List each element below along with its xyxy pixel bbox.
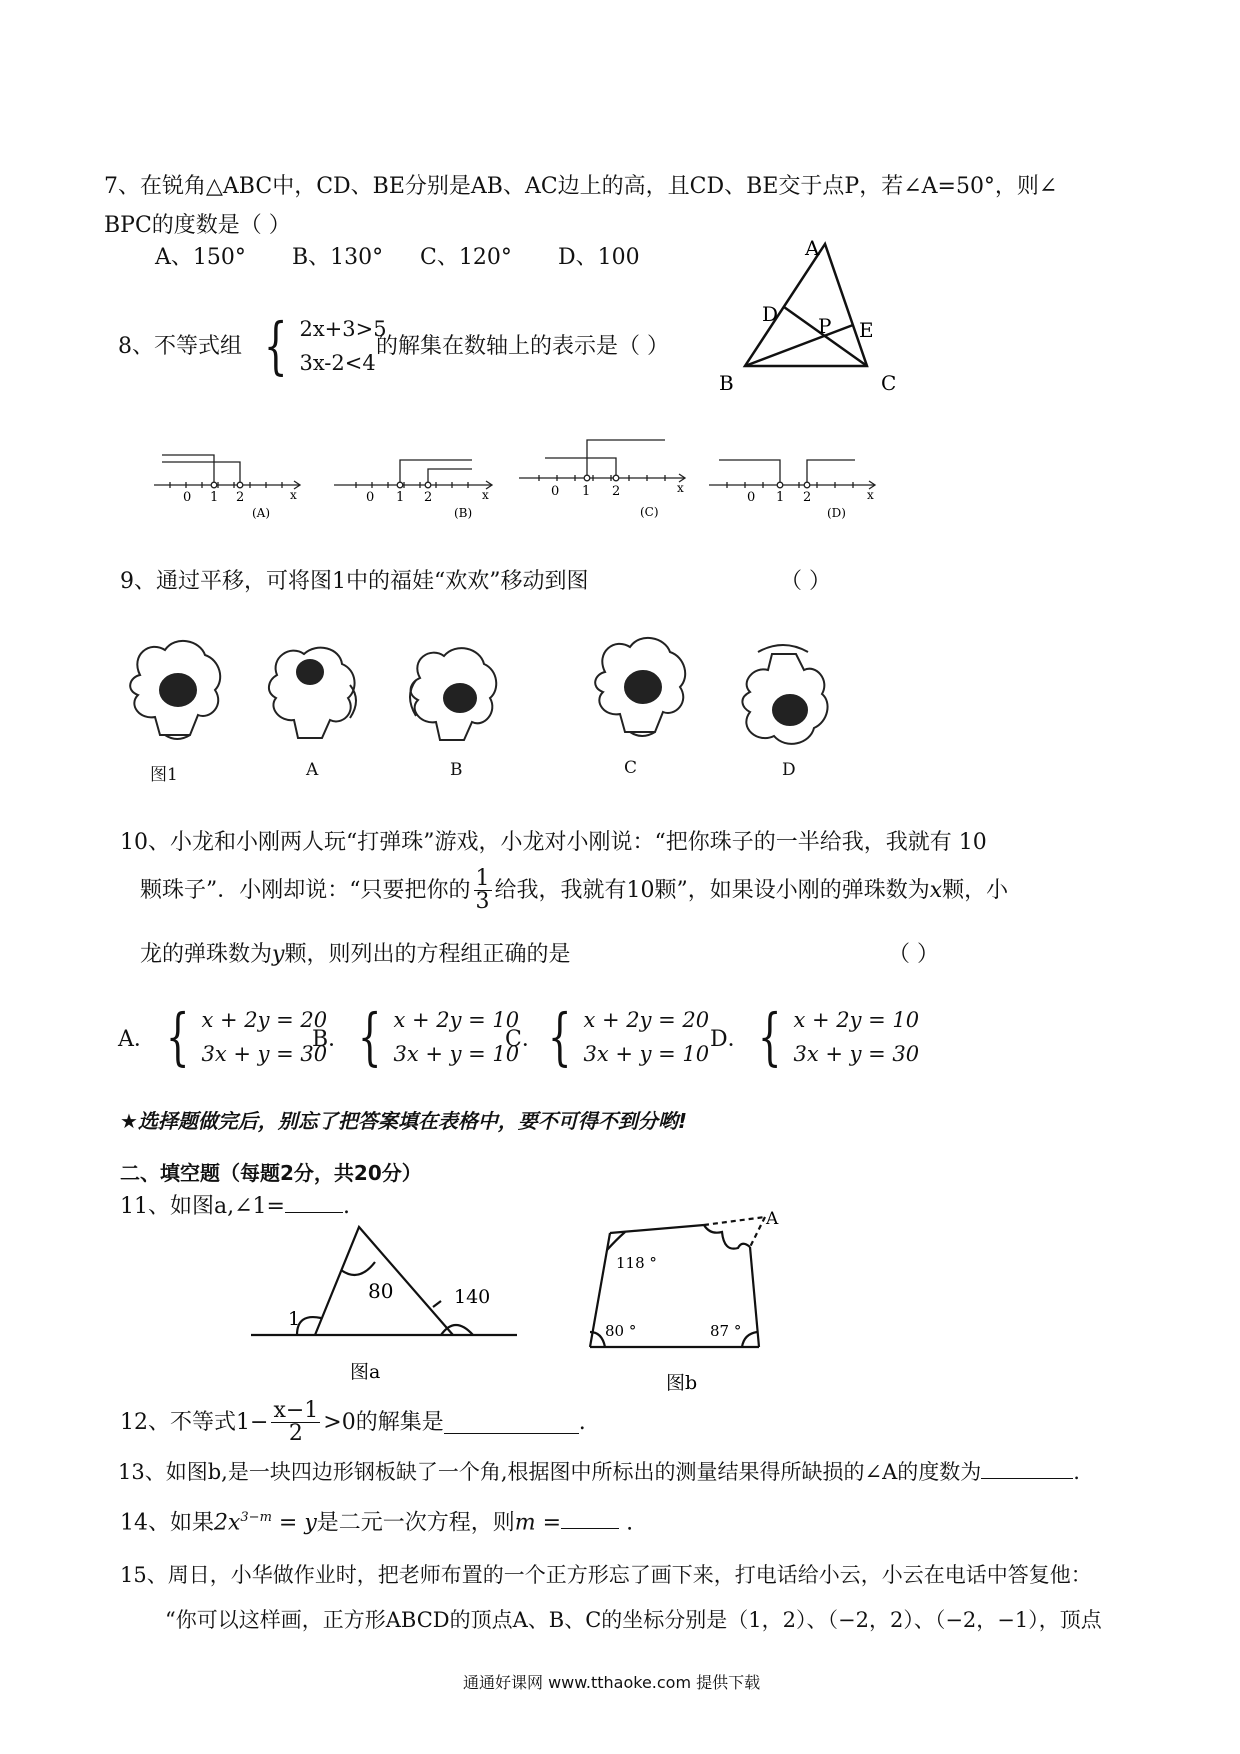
page-footer: 通通好课网 www.tthaoke.com 提供下载 [463,1673,761,1692]
q14-expr-base: 2x [214,1510,241,1536]
fig-b-label-118: 118 ° [616,1254,657,1272]
q9-caption-b: B [450,760,463,780]
q8-ineq1: 2x+3>5 [299,317,387,341]
q7-label-b: B [719,371,734,395]
q8c-tick-2: 2 [612,484,621,499]
q8b-tick-2: 2 [424,490,433,505]
q13-end: . [1073,1460,1080,1484]
q14-var-m: m [514,1510,536,1536]
q9-mascot-figure-1 [120,635,230,750]
q10-b-eq2: 3x + y = 10 [393,1042,520,1066]
q10-line2-a: 颗珠子”．小刚却说：“只要把你的 [140,877,471,903]
q10-line2-b: 给我，我就有10颗”，如果设小刚的弹珠数为 [494,877,930,903]
q8d-tick-2: 2 [803,490,812,505]
q12-end: . [578,1409,586,1435]
q10-line3-a: 龙的弹珠数为 [140,942,273,967]
q8a-tick-2: 2 [236,490,245,505]
q9-paren: （ ） [780,569,831,594]
q12-one: 1− [236,1409,269,1435]
fig-a-label-140: 140 [454,1286,491,1308]
fig-b-caption: 图b [666,1372,698,1394]
q8-ineq2: 3x-2<4 [299,351,376,375]
q8-numberline-a [150,435,310,525]
q9-caption-1: 图1 [150,765,178,785]
q7-option-c: C、120° [420,245,512,270]
q14-end: . [619,1510,634,1536]
figure-a [245,1215,525,1390]
q9-mascot-d [728,640,838,758]
q8-prefix: 8、不等式组 [118,334,242,359]
q7-option-a: A、150° [155,245,246,270]
q7-option-b: B、130° [292,245,384,270]
q10-option-a-system: { x + 2y = 20 3x + y = 30 [165,1000,328,1073]
q10-c-eq2: 3x + y = 10 [583,1042,710,1066]
q10-d-eq1: x + 2y = 10 [793,1008,920,1032]
q7-line1: 7、在锐角△ABC中，CD、BE分别是AB、AC边上的高，且CD、BE交于点P，若∠A=50°，则∠ [104,174,1058,199]
q12-line [120,1400,586,1445]
q7-label-d: D [762,302,779,326]
q8a-tick-0: 0 [183,490,192,505]
q10-option-b-label: B． [312,1027,351,1052]
q12-frac-den: 2 [288,1421,303,1446]
q7-label-p: P [818,314,832,338]
q10-var-y: y [272,942,285,967]
q8c-axis-var: x [677,481,684,495]
q10-c-eq1: x + 2y = 20 [583,1008,710,1032]
q8c-tick-1: 1 [582,484,591,499]
q10-option-c-label: C． [505,1027,544,1052]
q8b-tick-0: 0 [366,490,375,505]
q8b-tick-1: 1 [396,490,405,505]
q11-text: 11、如图a,∠1= [120,1194,285,1219]
q15-line1: 15、周日，小华做作业时，把老师布置的一个正方形忘了画下来，打电话给小云，小云在电话中答复他： [120,1563,1092,1587]
q7-label-a: A [805,236,820,260]
q10-d-eq2: 3x + y = 30 [793,1042,920,1066]
q10-a-eq2: 3x + y = 30 [201,1042,328,1066]
q12-text-a: 12、不等式 [120,1409,236,1435]
q14-line [120,1503,633,1538]
q8d-tick-0: 0 [747,490,756,505]
q7-label-e: E [859,318,874,342]
q8-numberline-b [330,435,500,525]
q8d-axis-var: x [867,488,874,502]
q10-line3 [140,940,570,970]
q8a-tick-1: 1 [210,490,219,505]
q8-numberline-d [705,435,885,525]
q10-line1: 10、小龙和小刚两人玩“打弹珠”游戏，小龙对小刚说：“把你珠子的一半给我，我就有 10 [120,830,987,855]
q8d-tick-1: 1 [776,490,785,505]
q14-expr-sup: 3−m [240,1510,272,1525]
fig-b-label-a: A [766,1210,779,1229]
q10-frac-num: 1 [475,866,490,891]
q14-eq: = [535,1510,562,1536]
q9-mascot-b [398,640,508,755]
q12-text-b: >0的解集是 [323,1409,444,1435]
q8-system: { 2x+3>5 3x-2<4 [263,309,387,382]
notice-text: ★选择题做完后，别忘了把答案填在表格中，要不可得不到分哟! [120,1109,688,1133]
q11-end: . [342,1194,350,1219]
q7-option-d: D、100 [558,245,640,270]
q10-option-d-system: { x + 2y = 10 3x + y = 30 [757,1000,920,1073]
q7-line2: BPC的度数是（ ） [104,213,291,238]
q8c-label: (C) [640,505,659,519]
fig-b-label-80: 80 ° [605,1322,637,1340]
q10-option-a-label: A． [118,1027,156,1052]
q8-suffix: 的解集在数轴上的表示是（ ） [376,334,669,359]
q9-mascot-a [262,640,367,750]
q10-frac-den: 3 [475,889,490,914]
section2-title: 二、填空题（每题2分，共20分） [120,1161,422,1185]
q8d-label: (D) [827,506,846,520]
q8a-axis-var: x [290,488,297,502]
figure-b [580,1210,810,1400]
q9-text: 9、通过平移，可将图1中的福娃“欢欢”移动到图 [120,569,589,594]
q10-line2 [140,868,1008,913]
q11-answer-blank[interactable] [285,1190,343,1213]
q15-line2: “你可以这样画，正方形ABCD的顶点A、B、C的坐标分别是（1，2）、（−2，2）、（−2，−1），顶点 [165,1608,1102,1632]
q10-option-c-system: { x + 2y = 20 3x + y = 10 [547,1000,710,1073]
q9-mascot-c [585,632,695,747]
fig-b-label-87: 87 ° [710,1322,742,1340]
q7-label-c: C [881,371,897,395]
q10-line2-c: 颗，小 [942,877,1009,903]
q8c-tick-0: 0 [551,484,560,499]
q10-line3-b: 颗，则列出的方程组正确的是 [284,942,571,967]
q10-var-x: x [929,877,943,903]
fig-a-label-80: 80 [368,1279,394,1303]
q10-fraction [474,868,492,913]
q8b-axis-var: x [482,488,489,502]
q10-option-d-label: D． [710,1027,750,1052]
q10-a-eq1: x + 2y = 20 [201,1008,328,1032]
q13-line [118,1456,1080,1487]
q14-text-a: 14、如果 [120,1510,214,1536]
q13-answer-blank[interactable] [981,1456,1073,1479]
q10-b-eq1: x + 2y = 10 [393,1008,520,1032]
q14-text-b: 是二元一次方程，则 [316,1510,515,1536]
q14-expr-rest: = y [271,1510,317,1536]
q12-answer-blank[interactable] [444,1411,579,1434]
q14-answer-blank[interactable] [561,1506,619,1529]
q8b-label: (B) [454,506,473,520]
q9-caption-c: C [624,758,638,778]
q8-numberline-c [515,430,695,525]
q12-fraction [271,1400,320,1445]
q8a-label: (A) [252,506,271,520]
q7-triangle-figure [705,230,915,400]
q13-text: 13、如图b,是一块四边形钢板缺了一个角,根据图中所标出的测量结果得所缺损的∠A的度数为 [118,1460,982,1484]
q10-paren: （ ） [888,942,939,967]
q9-caption-a: A [306,760,319,780]
fig-a-label-1: 1 [288,1308,301,1330]
q12-frac-num: x−1 [273,1398,319,1423]
q10-option-b-system: { x + 2y = 10 3x + y = 10 [357,1000,520,1073]
q9-caption-d: D [782,760,796,780]
fig-a-caption: 图a [350,1361,381,1383]
